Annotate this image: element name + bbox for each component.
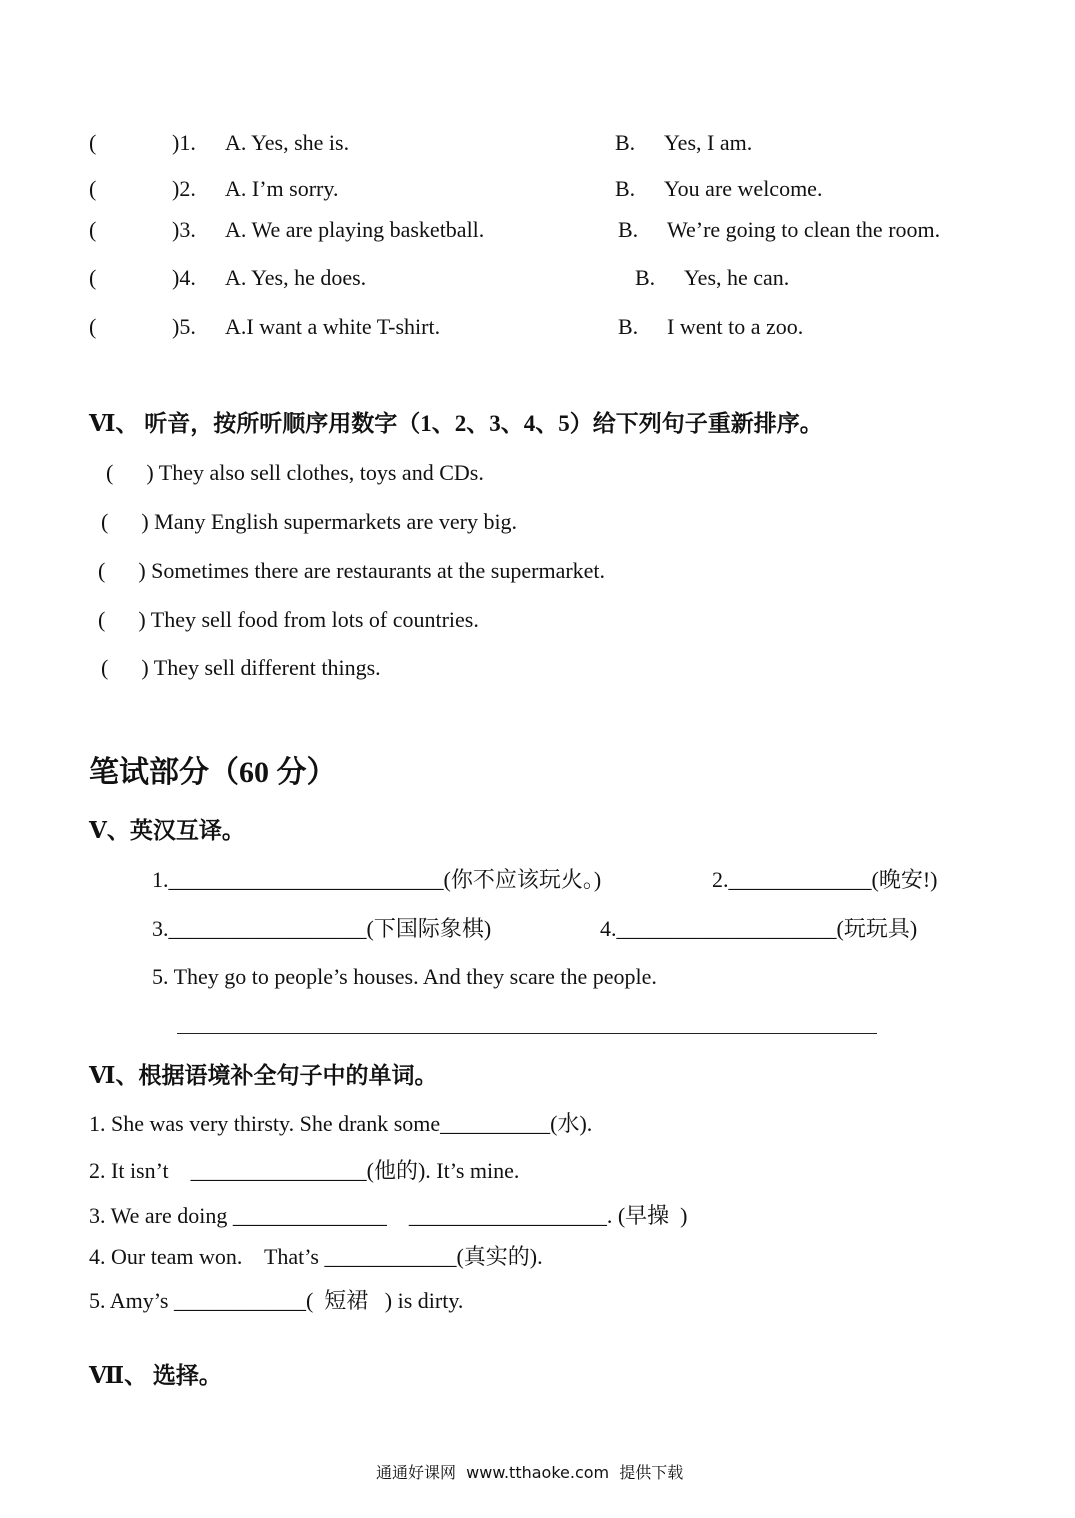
translate-q4: 4.____________________(玩玩具): [600, 916, 918, 941]
option-a: A. Yes, he does.: [225, 265, 367, 290]
answer-paren: (: [89, 265, 97, 290]
order-item: ( ) They sell food from lots of countries.: [98, 607, 479, 632]
order-item: ( ) Sometimes there are restaurants at the supermarket.: [98, 558, 606, 583]
answer-paren: (: [89, 176, 97, 201]
option-b: We’re going to clean the room.: [667, 217, 941, 242]
fill-item: 1. She was very thirsty. She drank some__________(水).: [89, 1111, 593, 1136]
section-vii-title: Ⅶ、 选择。: [89, 1363, 222, 1388]
order-item: ( ) Many English supermarkets are very big.: [101, 509, 518, 534]
translate-q5: 5. They go to people’s houses. And they scare the people.: [152, 964, 657, 989]
option-a: A. Yes, she is.: [225, 130, 350, 155]
section-v-title: Ⅴ、英汉互译。: [89, 818, 245, 843]
section-vi-listen-title: Ⅵ、 听音，按所听顺序用数字（1、2、3、4、5）给下列句子重新排序。: [89, 411, 823, 436]
question-number: )2.: [172, 176, 196, 201]
answer-paren: (: [89, 130, 97, 155]
translate-q2: 2._____________(晚安!): [712, 867, 938, 892]
option-a: A. We are playing basketball.: [225, 217, 485, 242]
option-b-label: B.: [618, 314, 639, 339]
order-item: ( ) They also sell clothes, toys and CDs.: [106, 460, 484, 485]
option-b-label: B.: [615, 130, 636, 155]
option-a: A.I want a white T-shirt.: [225, 314, 441, 339]
translate-q3: 3.__________________(下国际象棋): [152, 916, 492, 941]
option-b: Yes, he can.: [684, 265, 790, 290]
question-number: )1.: [172, 130, 196, 155]
translate-q1: 1._________________________(你不应该玩火。): [152, 867, 602, 892]
option-b-label: B.: [615, 176, 636, 201]
option-b: Yes, I am.: [664, 130, 753, 155]
footer-text: 通通好课网 www.tthaoke.com 提供下载: [376, 1463, 684, 1482]
option-b: You are welcome.: [664, 176, 823, 201]
option-a: A. I’m sorry.: [225, 176, 339, 201]
fill-item: 4. Our team won. That’s ____________(真实的).: [89, 1244, 543, 1269]
answer-line: [177, 1033, 877, 1034]
answer-paren: (: [89, 217, 97, 242]
option-b-label: B.: [635, 265, 656, 290]
fill-item: 5. Amy’s ____________( 短裙 ) is dirty.: [89, 1288, 464, 1313]
section-vi-fill-title: Ⅵ、根据语境补全句子中的单词。: [89, 1063, 438, 1088]
option-b: I went to a zoo.: [667, 314, 804, 339]
written-part-title: 笔试部分（60 分）: [89, 756, 337, 789]
question-number: )3.: [172, 217, 196, 242]
fill-item: 3. We are doing ______________ __________________. (早操 ): [89, 1203, 688, 1228]
question-number: )4.: [172, 265, 196, 290]
order-item: ( ) They sell different things.: [101, 655, 381, 680]
question-number: )5.: [172, 314, 196, 339]
answer-paren: (: [89, 314, 97, 339]
fill-item: 2. It isn’t ________________(他的). It’s mine.: [89, 1158, 520, 1183]
option-b-label: B.: [618, 217, 639, 242]
